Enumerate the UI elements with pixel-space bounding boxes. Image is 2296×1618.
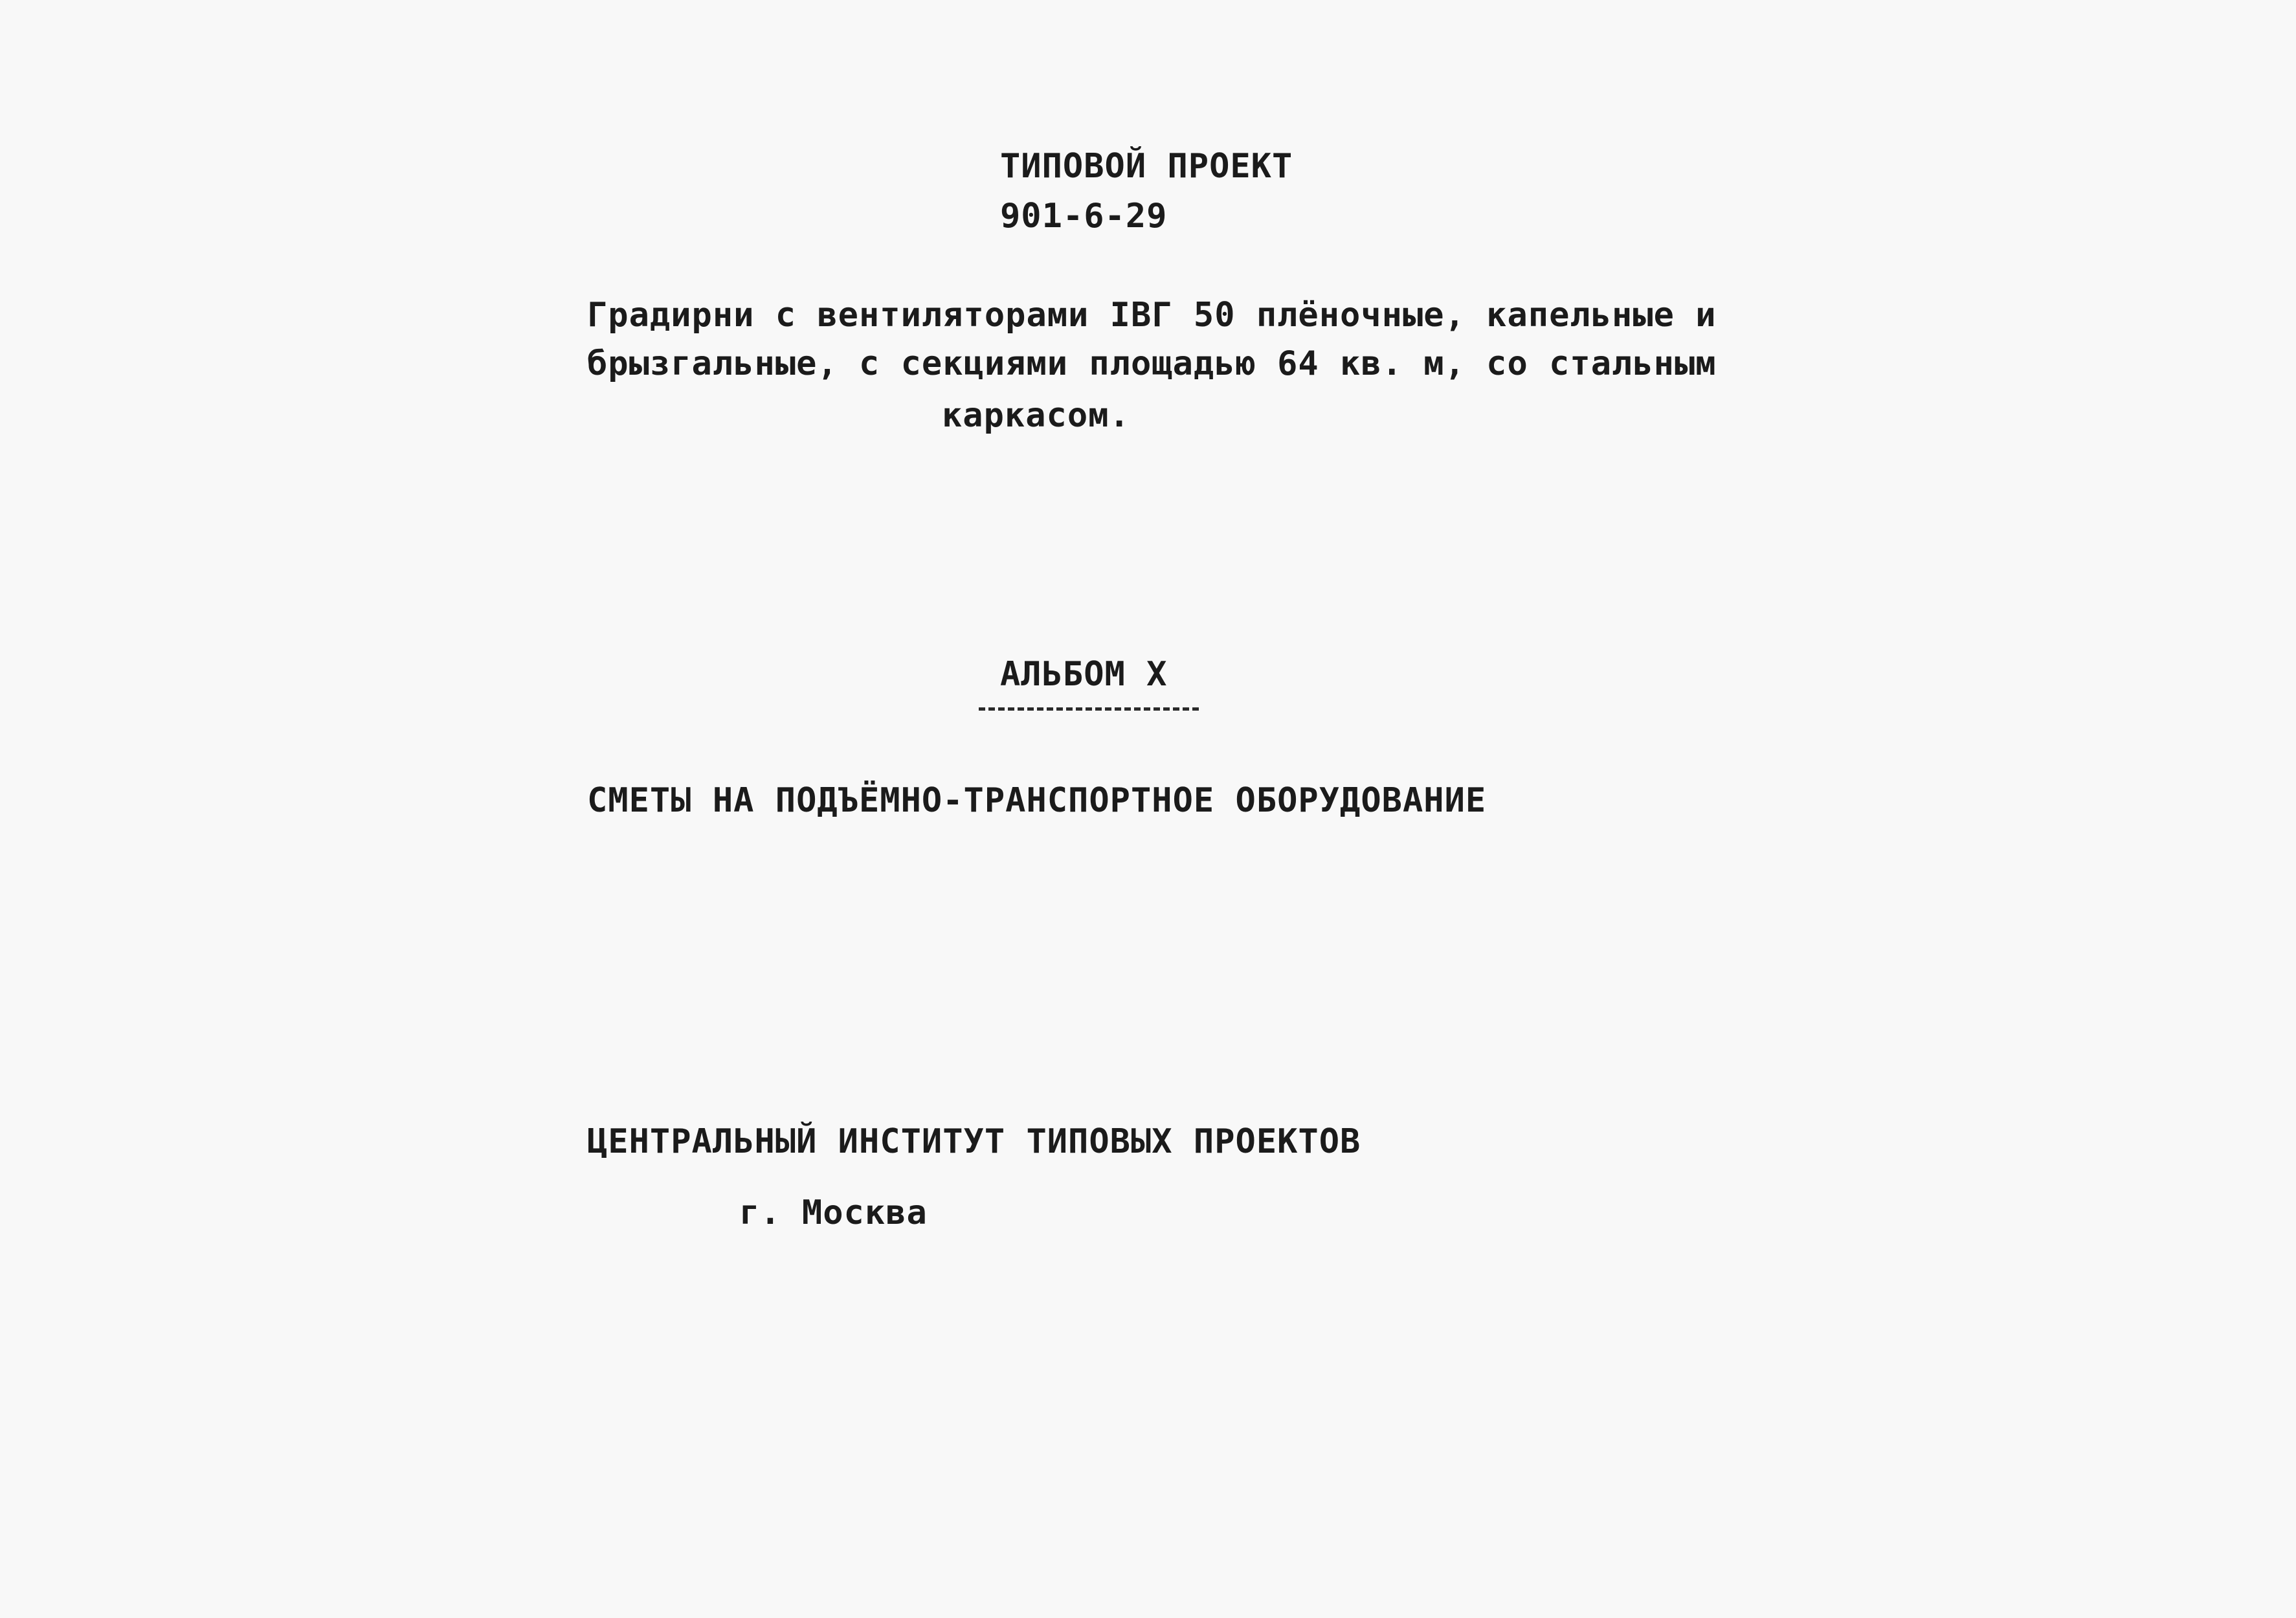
description-line-1: Градирни с вентиляторами IВГ 50 плёночные, капельные и xyxy=(587,296,1717,335)
album-underline xyxy=(979,707,1199,711)
section-title: СМЕТЫ НА ПОДЪЁМНО-ТРАНСПОРТНОЕ ОБОРУДОВАНИЕ xyxy=(587,781,1487,820)
project-code: 901-6-29 xyxy=(1000,197,1168,236)
city-name: г. Москва xyxy=(739,1193,928,1232)
institute-name: ЦЕНТРАЛЬНЫЙ ИНСТИТУТ ТИПОВЫХ ПРОЕКТОВ xyxy=(587,1122,1361,1161)
header-title: ТИПОВОЙ ПРОЕКТ xyxy=(1000,147,1293,186)
description-line-3: каркасом. xyxy=(942,396,1130,435)
description-line-2: брызгальные, с секциями площадью 64 кв. м, со стальным xyxy=(587,344,1717,383)
album-title: АЛЬБОМ X xyxy=(1000,655,1168,694)
